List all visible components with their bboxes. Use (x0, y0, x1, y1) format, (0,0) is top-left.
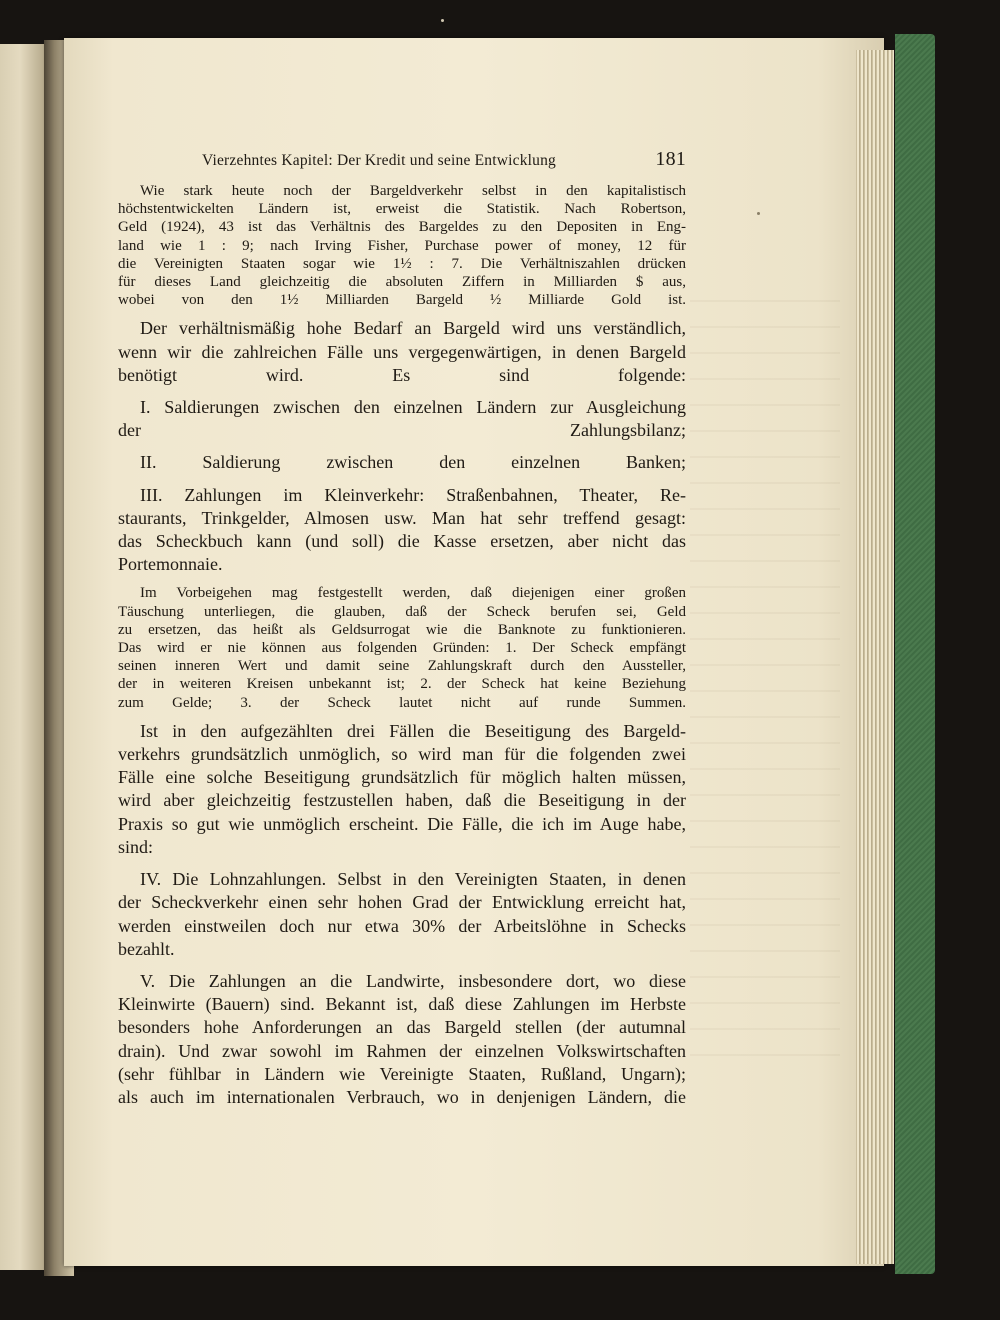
text-line: bezahlt. (118, 938, 175, 959)
text-line: die Vereinigten Staaten sogar wie 1½ : 7. Die Verhältniszahlen drücken (118, 255, 686, 272)
text-line: der Zahlungsbilanz; (118, 420, 686, 441)
text-line: Der verhältnismäßig hohe Bedarf an Bargeld wird uns verständlich, (140, 318, 686, 339)
paragraph-item-5 (118, 970, 686, 1109)
book-cover-edge (895, 34, 935, 1274)
text-line: werden einstweilen doch nur etwa 30% der Arbeitslöhne in Schecks (118, 915, 686, 936)
paragraph-item-1 (118, 396, 686, 442)
text-line: wird aber gleichzeitig festzustellen haben, daß die Beseitigung in der (118, 790, 686, 811)
text-line: II. Saldierung zwischen den einzelnen Banken; (140, 452, 686, 473)
text-line: sind: (118, 836, 154, 857)
text-block (118, 148, 686, 1107)
running-head (202, 148, 686, 182)
text-line: land wie 1 : 9; nach Irving Fisher, Purchase power of money, 12 für (118, 237, 686, 254)
text-line: der Scheckverkehr einen sehr hohen Grad der Entwicklung erreicht hat, (118, 892, 686, 913)
text-line: seinen inneren Wert und damit seine Zahlungskraft durch den Aussteller, (118, 658, 686, 675)
paragraph-item-2 (118, 451, 686, 474)
text-line: besonders hohe Anforderungen an das Bargeld stellen (der autumnal (118, 1017, 686, 1038)
paragraph-elimination (118, 720, 686, 859)
text-line: Wie stark heute noch der Bargeldverkehr selbst in den kapitalistisch (140, 183, 686, 199)
text-line: benötigt wird. Es sind folgende: (118, 364, 686, 385)
left-page-edge (0, 44, 50, 1270)
speck-mark-top (441, 19, 444, 22)
text-line: wenn wir die zahlreichen Fälle uns vergegenwärtigen, in denen Bargeld (118, 341, 686, 362)
text-line: für dieses Land gleichzeitig die absoluten Ziffern in Milliarden $ aus, (118, 274, 686, 291)
speck-mark (757, 212, 760, 215)
text-line: Täuschung unterliegen, die glauben, daß der Scheck berufen sei, Geld (118, 603, 686, 620)
show-through-shadow (690, 300, 840, 1080)
paragraph-item-3 (118, 484, 686, 577)
text-line: höchstentwickelten Ländern ist, erweist die Statistik. Nach Robertson, (118, 201, 686, 218)
text-line: V. Die Zahlungen an die Landwirte, insbesondere dort, wo diese (140, 970, 686, 991)
page-stack-edges (856, 50, 894, 1264)
text-line: Im Vorbeigehen mag festgestellt werden, daß diejenigen einer großen (140, 585, 686, 602)
text-line: III. Zahlungen im Kleinverkehr: Straßenbahnen, Theater, Re- (140, 484, 686, 505)
text-line: als auch im internationalen Verbrauch, wo in denjenigen Ländern, die (118, 1086, 686, 1107)
text-line: der in weiteren Kreisen unbekannt ist; 2. der Scheck hat keine Beziehung (118, 676, 686, 693)
text-line: staurants, Trinkgelder, Almosen usw. Man hat sehr treffend gesagt: (118, 507, 686, 528)
text-line: (sehr fühlbar in Ländern wie Vereinigte Staaten, Rußland, Ungarn); (118, 1063, 686, 1084)
text-line: wobei von den 1½ Milliarden Bargeld ½ Milliarde Gold ist. (118, 292, 686, 309)
text-line: verkehrs grundsätzlich unmöglich, so wird man für die folgenden zwei (118, 744, 686, 765)
paragraph-item-4 (118, 868, 686, 961)
text-line: das Scheckbuch kann (und soll) die Kasse ersetzen, aber nicht das (118, 531, 686, 552)
text-line: Kleinwirte (Bauern) sind. Bekannt ist, daß diese Zahlungen im Herbste (118, 994, 686, 1015)
text-line: IV. Die Lohnzahlungen. Selbst in den Vereinigten Staaten, in denen (140, 869, 686, 890)
text-line: Praxis so gut wie unmöglich erscheint. Die Fälle, die ich im Auge habe, (118, 813, 686, 834)
text-line: Ist in den aufgezählten drei Fällen die Beseitigung des Bargeld- (140, 720, 686, 741)
paragraph-statistics-note (118, 182, 686, 309)
text-line: I. Saldierungen zwischen den einzelnen Ländern zur Ausgleichung (140, 397, 686, 418)
text-line: zum Gelde; 3. der Scheck lautet nicht auf runde Summen. (118, 694, 686, 711)
text-line: drain). Und zwar sowohl im Rahmen der einzelnen Volkswirtschaften (118, 1040, 686, 1061)
text-line: Fälle eine solche Beseitigung grundsätzlich für möglich halten müssen, (118, 767, 686, 788)
paragraph-cash-demand (118, 317, 686, 387)
paragraph-scheck-note (118, 584, 686, 711)
text-line: Das wird er nie können aus folgenden Gründen: 1. Der Scheck empfängt (118, 640, 686, 657)
text-line: Portemonnaie. (118, 554, 223, 575)
text-line: zu ersetzen, das heißt als Geldsurrogat wie die Banknote zu funktionieren. (118, 621, 686, 638)
page-number: 181 (655, 148, 686, 170)
running-head-title: Vierzehntes Kapitel: Der Kredit und seine Entwicklung (202, 152, 557, 169)
text-line: Geld (1924), 43 ist das Verhältnis des Bargeldes zu den Depositen in Eng- (118, 219, 686, 236)
